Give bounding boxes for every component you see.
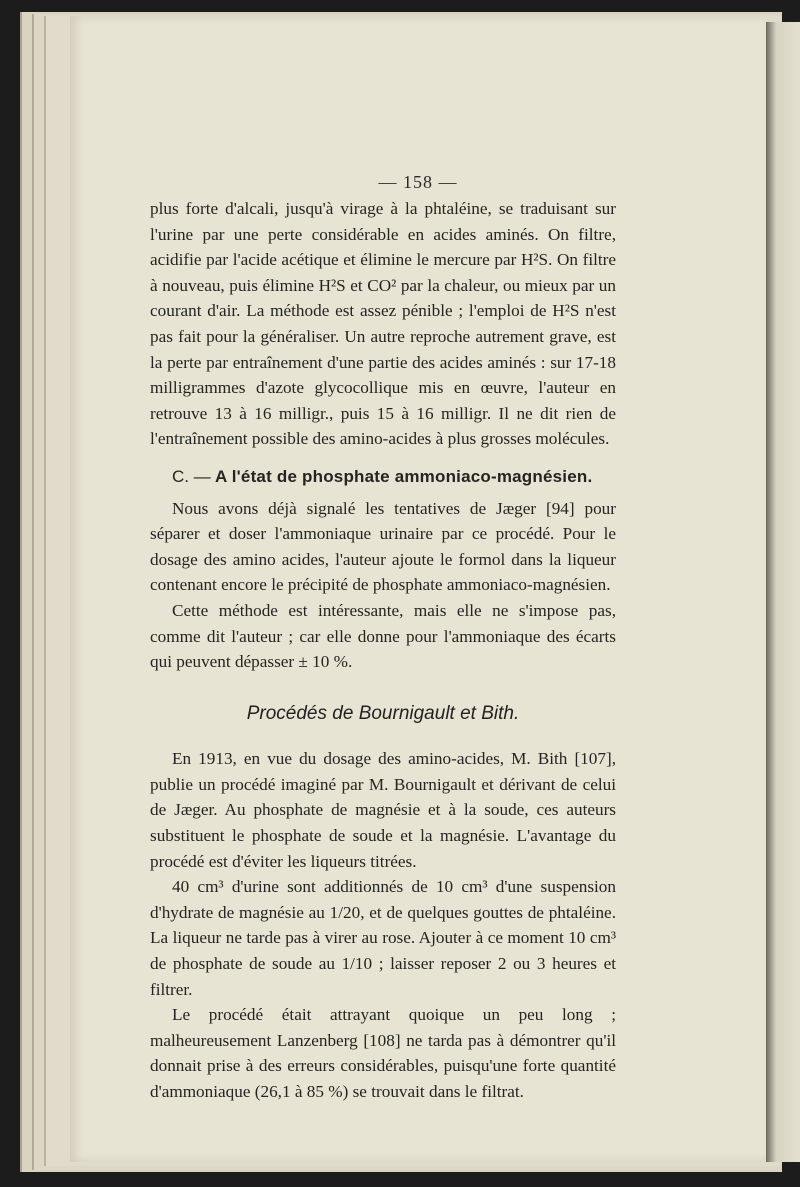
procedure-paragraph-1: En 1913, en vue du dosage des amino-acides, M. Bith [107], publie un procédé imaginé par M. Bournigault et dérivant de celui de Jæger. Au phosphate de magnésie et à la soude, ces auteurs substituent le phosphate de soude et la magnésie. L'avantage du procédé est d'éviter les liqueurs titrées. xyxy=(150,749,616,871)
procedure-heading: Procédés de Bournigault et Bith. xyxy=(246,702,520,724)
procedure-paragraph-2: 40 cm³ d'urine sont additionnés de 10 cm³ d'une suspension d'hydrate de magnésie au 1/20, et de quelques gouttes de phtaléine. La liqueur ne tarde pas à virer au rose. Ajouter à ce moment 10 cm³ de phosphate de soude au 1/10 ; laisser reposer 2 ou 3 heures et filtrer. xyxy=(150,877,616,999)
page-body xyxy=(150,196,616,1105)
page-number: — 158 — xyxy=(378,172,458,192)
intro-paragraph: plus forte d'alcali, jusqu'à virage à la phtaléine, se traduisant sur l'urine par une perte considérable en acides aminés. On filtre, acidifie par l'acide acétique et élimine le mercure par H²S. On filtre à nouveau, puis élimine H²S et CO² par la chaleur, ou mieux par un courant d'air. La méthode est assez pénible ; l'emploi de H²S n'est pas fait pour la généraliser. Un autre reproche autrement grave, est la perte par entraînement d'une partie des acides aminés : sur 17-18 milligrammes d'azote glycocollique mis en œuvre, l'auteur en retrouve 13 à 16 milligr., puis 15 à 16 milligr. Il ne dit rien de l'entraînement possible des amino-acides à plus grosses molécules. xyxy=(150,199,616,449)
facing-page-edge xyxy=(766,22,800,1162)
section-c-heading xyxy=(150,464,616,490)
section-c-label: C. — xyxy=(172,466,211,486)
section-c-paragraph-1: Nous avons déjà signalé les tentatives de Jæger [94] pour séparer et doser l'ammoniaque urinaire par ce procédé. Pour le dosage des amino acides, l'auteur ajoute le formol dans la liqueur contenant encore le précipité de phosphate ammoniaco-magnésien. xyxy=(150,498,616,595)
section-c-paragraph-2: Cette méthode est intéressante, mais elle ne s'impose pas, comme dit l'auteur ; car elle donne pour l'ammoniaque des écarts qui peuvent dépasser ± 10 %. xyxy=(150,600,616,672)
procedure-paragraph-3: Le procédé était attrayant quoique un peu long ; malheureusement Lanzenberg [108] ne tarda pas à démontrer qu'il donnait prise à des erreurs considérables, puisqu'une forte quantité d'ammoniaque (26,1 à 85 %) se trouvait dans le filtrat. xyxy=(150,1005,616,1101)
section-c-title: A l'état de phosphate ammoniaco-magnésien. xyxy=(214,466,593,486)
